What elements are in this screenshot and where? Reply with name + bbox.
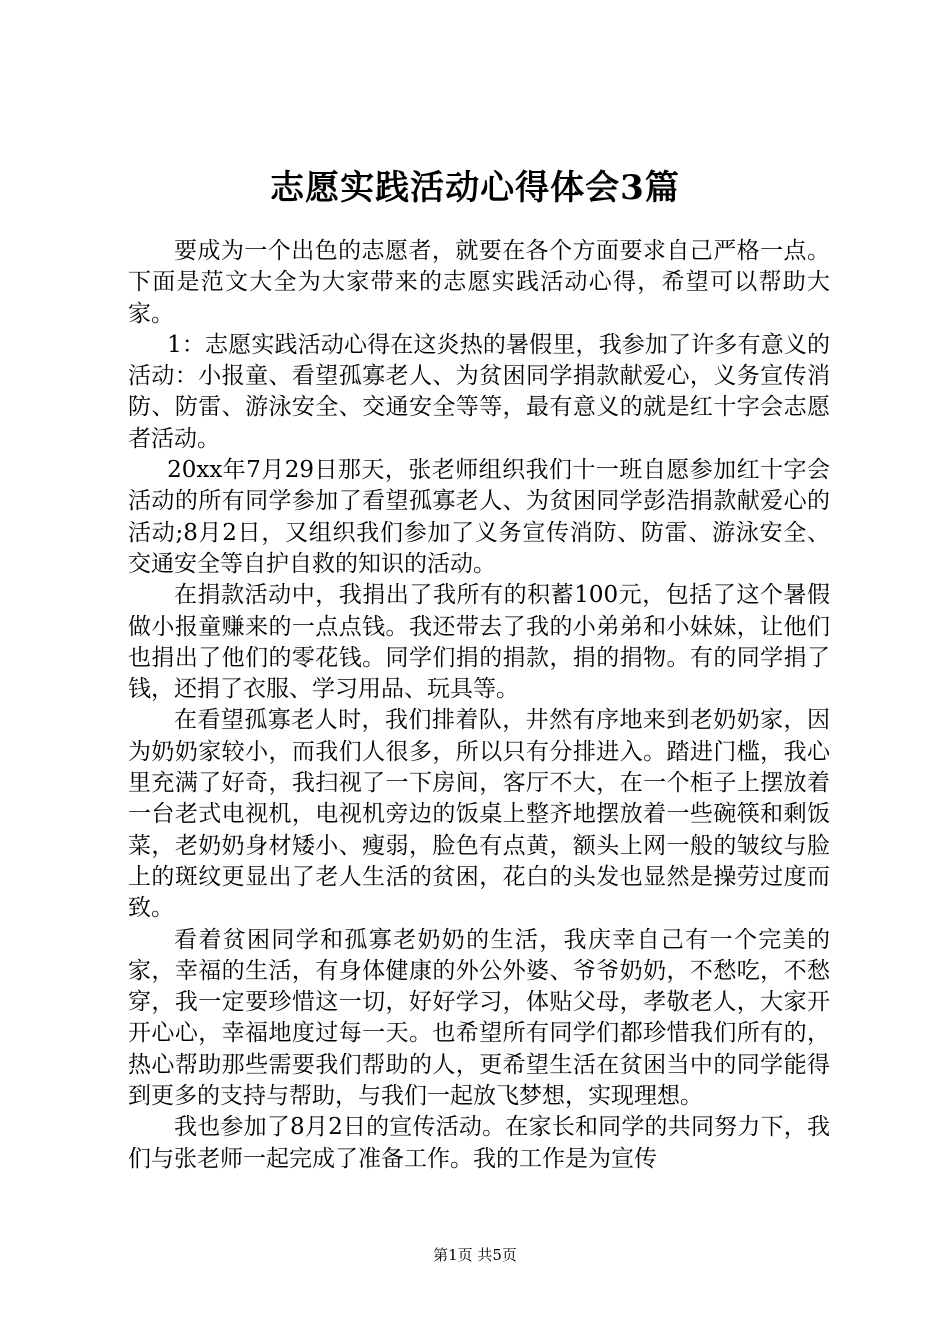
intro-paragraph: 要成为一个出色的志愿者，就要在各个方面要求自己严格一点。下面是范文大全为大家带来的志愿实践活动心得，希望可以帮助大家。 xyxy=(128,238,830,327)
body-paragraph: 我也参加了8月2日的宣传活动。在家长和同学的共同努力下，我们与张老师一起完成了准备工作。我的工作是为宣传 xyxy=(128,1114,830,1172)
body-paragraph: 在捐款活动中，我捐出了我所有的积蓄100元，包括了这个暑假做小报童赚来的一点点钱。我还带去了我的小弟弟和小妹妹，让他们也捐出了他们的零花钱。同学们捐的捐款，捐的捐物。有的同学捐了钱，还捐了衣服、学习用品、玩具等。 xyxy=(128,582,830,703)
page-number-footer: 第1页 共5页 xyxy=(433,1246,517,1264)
body-paragraph: 1：志愿实践活动心得在这炎热的暑假里，我参加了许多有意义的活动：小报童、看望孤寡老人、为贫困同学捐款献爱心，义务宣传消防、防雷、游泳安全、交通安全等等，最有意义的就是红十字会志愿者活动。 xyxy=(128,331,830,452)
body-paragraph: 看着贫困同学和孤寡老奶奶的生活，我庆幸自己有一个完美的家，幸福的生活，有身体健康的外公外婆、爷爷奶奶，不愁吃，不愁穿，我一定要珍惜这一切，好好学习，体贴父母，孝敬老人，大家开开心心，幸福地度过每一天。也希望所有同学们都珍惜我们所有的，热心帮助那些需要我们帮助的人，更希望生活在贫困当中的同学能得到更多的支持与帮助，与我们一起放飞梦想，实现理想。 xyxy=(128,926,830,1110)
document-body xyxy=(128,236,830,1175)
body-paragraph: 在看望孤寡老人时，我们排着队，井然有序地来到老奶奶家，因为奶奶家较小，而我们人很多，所以只有分排进入。踏进门槛，我心里充满了好奇，我扫视了一下房间，客厅不大，在一个柜子上摆放着一台老式电视机，电视机旁边的饭桌上整齐地摆放着一些碗筷和剩饭菜，老奶奶身材矮小、瘦弱，脸色有点黄，额头上网一般的皱纹与脸上的斑纹更显出了老人生活的贫困，花白的头发也显然是操劳过度而致。 xyxy=(128,707,830,922)
body-paragraph: 20xx年7月29日那天，张老师组织我们十一班自愿参加红十字会活动的所有同学参加了看望孤寡老人、为贫困同学彭浩捐款献爱心的活动;8月2日，又组织我们参加了义务宣传消防、防雷、游泳安全、交通安全等自护自救的知识的活动。 xyxy=(128,457,830,577)
document-title: 志愿实践活动心得体会3篇 xyxy=(270,168,680,208)
